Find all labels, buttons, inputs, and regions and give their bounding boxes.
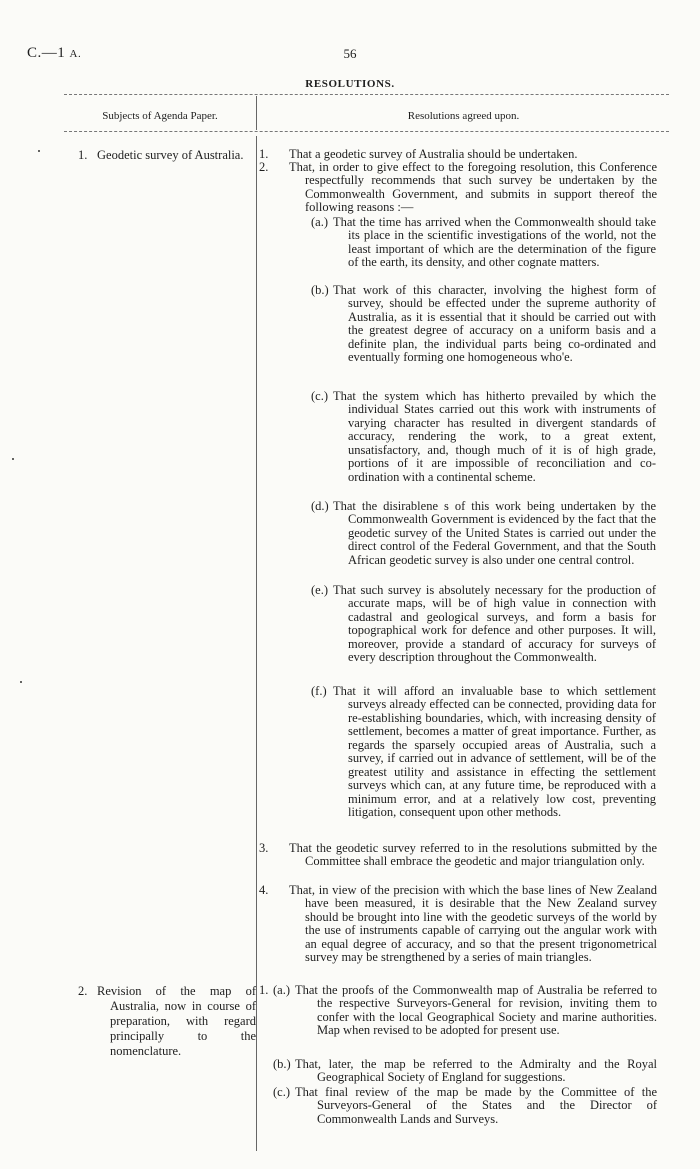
header-rule-bottom	[64, 131, 669, 132]
resolution-item: 2. That, in order to give effect to the foregoing resolution, this Conference respectfully recommends that such survey be undertaken by the Commonwealth Government, and submits in support thereof the following reasons :—	[259, 160, 657, 215]
reason-item: (e.) That such survey is absolutely necessary for the production of accurate maps, will be of high value in connection with cadastral and geological surveys, and form a basis for topographical work for defence and other purposes. It will, moreover, provide a standard of accuracy for surveys of every description throughout the Commonwealth.	[311, 583, 656, 665]
subject-item: 1. Geodetic survey of Australia.	[78, 148, 244, 162]
resolution-item: 1. That a geodetic survey of Australia should be undertaken.	[259, 147, 578, 161]
page-number: 56	[343, 46, 357, 61]
map-resolution-item: (a.) That the proofs of the Commonwealth map of Australia be referred to the respective Surveyors-General for revision, inviting them to confer with the local Geographical Society and marine authorities. Map when revised to be adopted for present use.	[273, 983, 657, 1038]
reason-item: (a.) That the time has arrived when the Commonwealth should take its place in the scientific investigations of the world, not the least important of which are the determination of the figure of the earth, its density, and other cognate matters.	[311, 215, 656, 270]
reason-item: (d.) That the disirablene s of this work being undertaken by the Commonwealth Government is evidenced by the fact that the geodetic survey of the United States is carried out under the direct control of the Federal Government, and that the South African geodetic survey is also under one central control.	[311, 499, 656, 567]
reason-item: (b.) That work of this character, involving the highest form of survey, should be effected under the supreme authority of Australia, as it is essential that it should be carried out with the greatest degree of accuracy on a uniform basis and a definite plan, the individual parts being co-ordinated and eventually forming one homogeneous who'e.	[311, 283, 656, 365]
map-resolution-item: (b.) That, later, the map be referred to the Admiralty and the Royal Geographical Society of England for suggestions.	[273, 1057, 657, 1085]
document-code: C.—1 A.	[27, 45, 82, 61]
section-title: RESOLUTIONS.	[305, 78, 395, 90]
scan-speck	[20, 681, 22, 683]
column-divider	[256, 136, 257, 1151]
map-resolution-item: (c.) That final review of the map be made by the Committee of the Surveyors-General of the States and the Director of Commonwealth Lands and Surveys.	[273, 1085, 657, 1126]
column-heading-subjects: Subjects of Agenda Paper.	[102, 110, 218, 122]
resolutions-column: 1. That a geodetic survey of Australia should be undertaken. 2. That, in order to give effect to the foregoing resolution, this Conference respectfully recommends that such survey be undertaken by the Commonwealth Government, and submits in support thereof the following reasons :— (a.) That the time has arrived when the Commonwealth should take its place in the scientific investigations of the world, not the least important of which are the determination of the figure of the earth, its density, and other cognate matters. (b.) That work of this character, involving the highest form of survey, should be effected under the supreme authority of Australia, as it is essential that it should be carried out with the greatest degree of accuracy on a uniform basis and a definite plan, the individual parts being co-ordinated and eventually forming one homogeneous who'e. (c.) That the system which has hitherto prevailed by which the individual States carried out this work with instruments of varying character has resulted in divergent standards of accuracy, rendering the work, to a great extent, unsatisfactory, and, though much of it is of high grade, portions of it are impossible of reconciliation and co-ordination with a continental scheme. (d.) That the disirablene s of this work being undertaken by the Commonwealth Government is evidenced by the fact that the geodetic survey of the United States is carried out under the direct control of the Federal Government, and that the South African geodetic survey is also under one central control. (e.) That such survey is absolutely necessary for the production of accurate maps, will be of high value in connection with cadastral and geological surveys, and form a basis for topographical work for defence and other purposes. It will, moreover, provide a standard of accuracy for surveys of every description throughout the Commonwealth. (f.) That it will afford an invaluable base to which settlement surveys already effected can be connected, providing data for re-establishing boundaries, which, with increasing density of settlement, becomes a matter of great importance. Further, as regards the sparsely occupied areas of Australia, such a survey, if carried out in advance of settlement, will be of the greatest utility and assistance in effecting the settlement surveys which can, at any future time, be reproduced with a minimum error, and at a relatively low cost, preventing litigation, consequent upon other methods. 3. That the geodetic survey referred to in the resolutions submitted by the Committee shall embrace the geodetic and major triangulation only. 4. That, in view of the precision with which the base lines of New Zealand have been measured, it is desirable that the New Zealand survey should be brought into line with the geodetic surveys of the world by the use of instruments capable of carrying out the angular work with an equal degree of accuracy, and so that the present trigonometrical survey may be strengthened by a series of main triangles. 1. (a.) That the proofs of the Commonwealth map of Australia be referred to the respective Surveyors-General for revision, inviting them to confer with the local Geographical Society and marine authorities. Map when revised to be adopted for present use. (b.) That, later, the map be referred to the Admiralty and the Royal Geographical Society of England for suggestions. (c.) That final review of the map be made by the Committee of the Surveyors-General of the States and the Director of Commonwealth Lands and Surveys.	[259, 147, 657, 1126]
header-rule-top	[64, 94, 669, 95]
resolution-item: 3. That the geodetic survey referred to in the resolutions submitted by the Committee shall embrace the geodetic and major triangulation only.	[259, 841, 657, 869]
subject-item: 2. Revision of the map of Australia, now in course of preparation, with regard principally to the nomenclature.	[78, 984, 256, 1058]
reason-item: (c.) That the system which has hitherto prevailed by which the individual States carried out this work with instruments of varying character has resulted in divergent standards of accuracy, rendering the work, to a great extent, unsatisfactory, and, though much of it is of high grade, portions of it are impossible of reconciliation and co-ordination with a continental scheme.	[311, 389, 656, 484]
scan-speck	[12, 458, 14, 460]
reason-item: (f.) That it will afford an invaluable base to which settlement surveys already effected can be connected, providing data for re-establishing boundaries, which, with increasing density of settlement, becomes a matter of great importance. Further, as regards the sparsely occupied areas of Australia, such a survey, if carried out in advance of settlement, will be of the greatest utility and assistance in effecting the settlement surveys which can, at any future time, be reproduced with a minimum error, and at a relatively low cost, preventing litigation, consequent upon other methods.	[311, 684, 656, 820]
header-column-divider	[256, 96, 257, 130]
column-heading-resolutions: Resolutions agreed upon.	[407, 110, 520, 122]
scan-speck	[38, 150, 40, 152]
resolution-item: 4. That, in view of the precision with which the base lines of New Zealand have been measured, it is desirable that the New Zealand survey should be brought into line with the geodetic surveys of the world by the use of instruments capable of carrying out the angular work with an equal degree of accuracy, and so that the present trigonometrical survey may be strengthened by a series of main triangles.	[259, 883, 657, 965]
subjects-column	[60, 148, 256, 1058]
